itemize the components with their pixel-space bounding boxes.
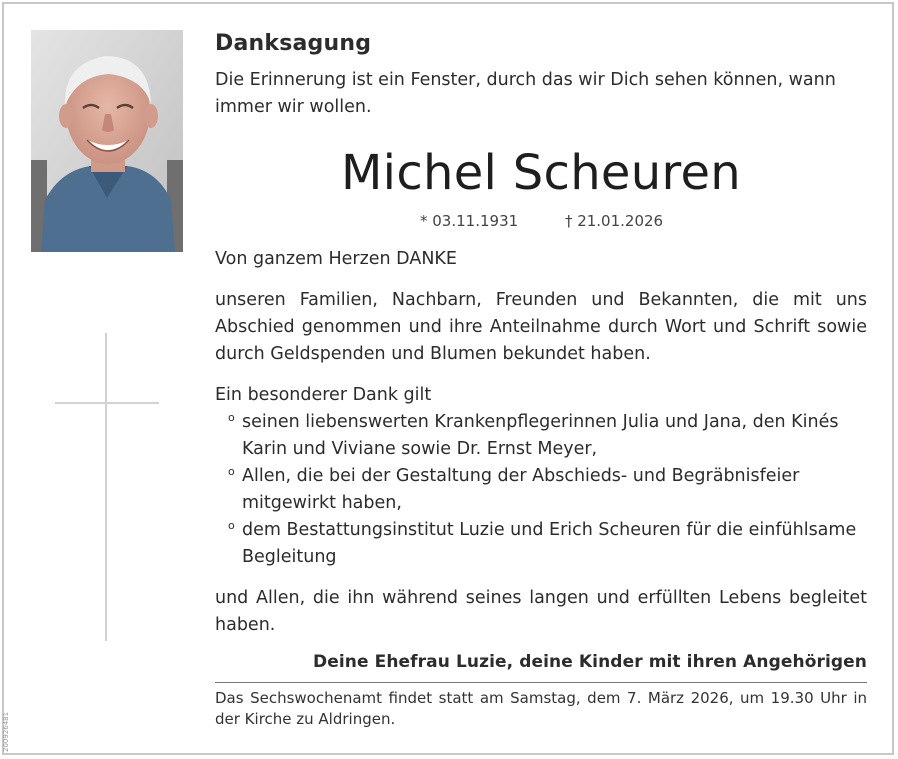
death-date: † 21.01.2026 bbox=[564, 212, 664, 230]
list-item bbox=[215, 517, 867, 571]
cross-vertical-bar bbox=[105, 333, 107, 641]
list-item bbox=[215, 409, 867, 463]
thanks-paragraph: unseren Familien, Nachbarn, Freunden und Bekannten, die mit uns Abschied genommen und ihre Anteilnahme durch Wort und Schrift sowie durch Geldspenden und Blumen bekundet haben. bbox=[215, 290, 867, 364]
portrait-image bbox=[31, 30, 183, 252]
cross-symbol bbox=[55, 333, 159, 641]
birth-date: * 03.11.1931 bbox=[420, 212, 519, 230]
list-item-text: dem Bestattungsinstitut Luzie und Erich Scheuren für die einfühlsame Begleitung bbox=[242, 520, 857, 567]
portrait-photo bbox=[31, 30, 183, 252]
deceased-name: Michel Scheuren bbox=[340, 145, 742, 201]
bullet-icon: o bbox=[228, 411, 235, 424]
service-announcement: Das Sechswochenamt findet statt am Samstag, dem 7. März 2026, um 19.30 Uhr in der Kirche zu Aldringen. bbox=[215, 689, 867, 728]
divider bbox=[215, 682, 867, 683]
side-code: 200926481 bbox=[2, 711, 10, 752]
life-dates bbox=[420, 210, 663, 232]
thanks-intro: Von ganzem Herzen DANKE bbox=[215, 249, 457, 269]
list-item-text: seinen liebenswerten Krankenpflegerinnen Julia und Jana, den Kinés Karin und Viviane sowie Dr. Ernst Meyer, bbox=[242, 412, 839, 459]
list-item-text: Allen, die bei der Gestaltung der Abschieds- und Begräbnisfeier mitgewirkt haben, bbox=[242, 466, 800, 513]
quote: Die Erinnerung ist ein Fenster, durch das wir Dich sehen können, wann immer wir wollen. bbox=[215, 70, 836, 117]
bullet-icon: o bbox=[228, 519, 235, 532]
closing-paragraph: und Allen, die ihn während seines langen und erfüllten Lebens begleitet haben. bbox=[215, 588, 867, 635]
signature: Deine Ehefrau Luzie, deine Kinder mit ihren Angehörigen bbox=[313, 652, 867, 672]
heading: Danksagung bbox=[215, 31, 372, 56]
body-text bbox=[215, 246, 867, 676]
bullet-icon: o bbox=[228, 465, 235, 478]
header-block bbox=[215, 28, 867, 121]
special-thanks-list bbox=[215, 409, 867, 571]
special-thanks-intro: Ein besonderer Dank gilt bbox=[215, 385, 432, 405]
cross-horizontal-bar bbox=[55, 402, 159, 404]
list-item bbox=[215, 463, 867, 517]
